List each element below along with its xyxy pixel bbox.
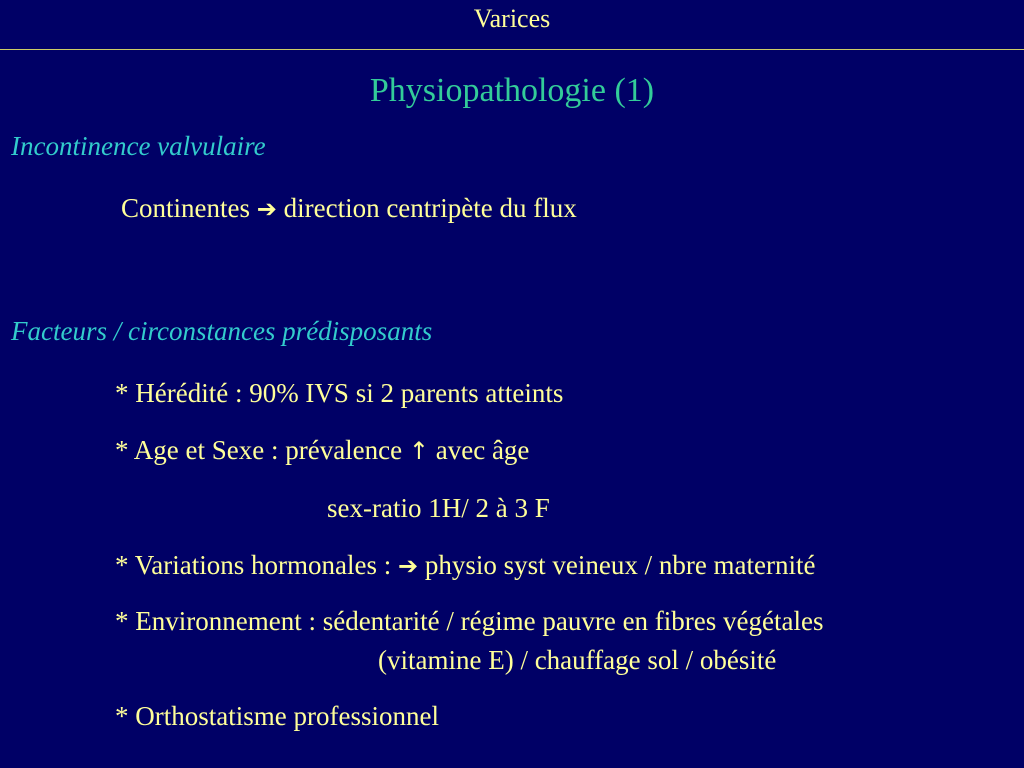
right-arrow-icon: ➔ <box>397 552 419 580</box>
age-sexe-text: * Age et Sexe : prévalence <box>115 435 403 465</box>
slide-title: Physiopathologie (1) <box>369 72 655 109</box>
variations-text: * Variations hormonales : <box>115 550 392 580</box>
list-item-sex-ratio: sex-ratio 1H/ 2 à 3 F <box>327 493 550 523</box>
section-heading-incontinence: Incontinence valvulaire <box>11 131 266 161</box>
direction-text: direction centripète du flux <box>283 193 577 223</box>
continentes-text: Continentes <box>121 193 250 223</box>
header-divider <box>0 49 1024 50</box>
list-item-heredite: * Hérédité : 90% IVS si 2 parents atteints <box>115 378 564 408</box>
list-item-variations-hormonales <box>115 550 816 581</box>
physio-text: physio syst veineux / nbre maternité <box>424 550 816 580</box>
list-item-environnement: * Environnement : sédentarité / régime pauvre en fibres végétales <box>115 606 824 636</box>
list-item-environnement-cont: (vitamine E) / chauffage sol / obésité <box>378 645 777 675</box>
up-arrow-icon: ↑ <box>408 437 429 465</box>
list-item-orthostatisme: * Orthostatisme professionnel <box>115 701 439 731</box>
list-item-age-sexe <box>115 435 529 466</box>
header-title: Varices <box>473 4 551 33</box>
section-heading-facteurs: Facteurs / circonstances prédisposants <box>11 316 433 346</box>
avec-age-text: avec âge <box>435 435 530 465</box>
continentes-line <box>121 193 577 224</box>
right-arrow-icon: ➔ <box>256 195 277 223</box>
